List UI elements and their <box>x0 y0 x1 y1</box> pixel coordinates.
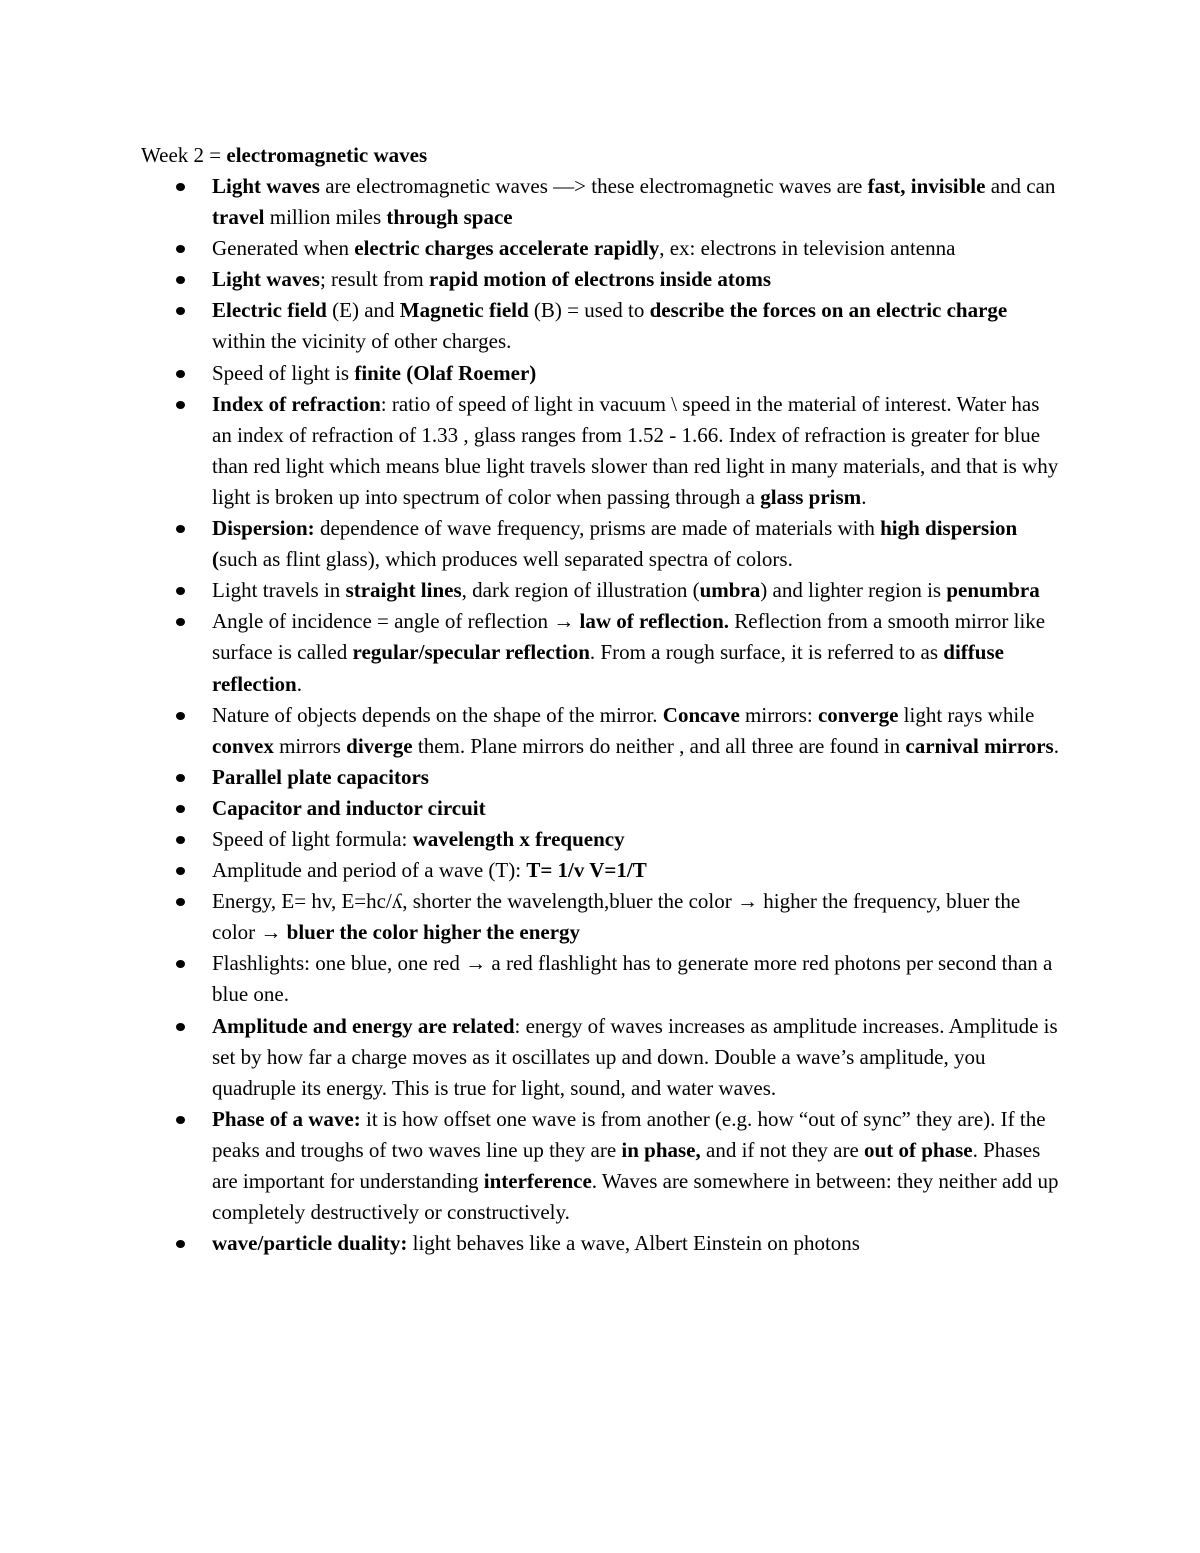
bold-text: Light waves <box>212 267 320 292</box>
list-item <box>212 886 1062 948</box>
bullet-dot-icon <box>176 712 185 720</box>
text-run: : energy of waves increases as amplitude increases. Amplitude is set by how far a charge moves as it oscillates up and down. Double a wave’s amplitude, you quadruple its energy. This is true for light, sound, and water waves. <box>212 1013 1058 1100</box>
text-run: Amplitude and period of a wave (T): <box>212 858 527 883</box>
bullet-dot-icon <box>176 836 185 844</box>
list-item <box>212 1011 1062 1104</box>
text-run: . <box>861 484 867 509</box>
bold-text: Index of refraction <box>212 391 381 416</box>
bold-text: T= 1/v V=1/T <box>526 858 647 883</box>
bullet-list <box>212 171 1062 1259</box>
bold-text: Magnetic field <box>399 298 529 323</box>
bold-text: Capacitor and inductor circuit <box>212 795 486 820</box>
text-run: (B) = used to <box>528 298 650 323</box>
text-run: them. Plane mirrors do neither , and all three are found in <box>412 733 906 758</box>
text-run: . Phases are important for understanding <box>212 1137 1041 1193</box>
text-run: Flashlights: one blue, one red → a red flashlight has to generate more red photons per second than a blue one. <box>212 951 1053 1007</box>
text-run: (E) and <box>326 298 400 323</box>
bold-text: describe the forces on an electric charge <box>649 298 1008 323</box>
bullet-dot-icon <box>176 618 185 626</box>
list-item <box>212 1228 1062 1259</box>
bold-text: umbra <box>699 578 761 603</box>
bullet-dot-icon <box>176 898 185 906</box>
text-run: mirrors <box>273 733 347 758</box>
heading-prefix: Week 2 = <box>141 143 227 167</box>
bold-text: wavelength x frequency <box>412 826 625 851</box>
list-item <box>212 233 1062 264</box>
heading-title: electromagnetic waves <box>226 143 428 167</box>
bold-text: Amplitude and energy are related <box>212 1013 515 1038</box>
bullet-dot-icon <box>176 525 185 533</box>
bullet-dot-icon <box>176 1116 185 1124</box>
text-run: Light travels in <box>212 578 346 603</box>
list-item <box>212 295 1062 357</box>
bullet-dot-icon <box>176 370 185 378</box>
bold-text: electric charges accelerate rapidly <box>354 236 660 261</box>
list-item <box>212 513 1062 575</box>
text-run: within the vicinity of other charges. <box>212 329 512 354</box>
page-heading <box>141 140 427 171</box>
bold-text: diffuse reflection <box>212 640 1004 696</box>
bold-text: glass prism <box>760 484 862 509</box>
bold-text: in phase, <box>621 1137 701 1162</box>
bold-text: Light waves <box>212 174 320 198</box>
bold-text: high dispersion ( <box>212 516 1018 572</box>
bold-text: travel <box>212 205 265 230</box>
list-item <box>212 700 1062 762</box>
list-item <box>212 606 1062 699</box>
list-item <box>212 389 1062 513</box>
text-run: it is how offset one wave is from another (e.g. how “out of sync” they are). If the peaks and troughs of two waves line up they are <box>212 1106 1046 1162</box>
text-run: Energy, E= hv, E=hc/ʎ, shorter the wavelength,bluer the color → higher the frequency, bluer the color → <box>212 889 1021 945</box>
text-run: . <box>296 671 302 696</box>
text-run: and can <box>985 174 1056 198</box>
bold-text: Concave <box>662 702 740 727</box>
bold-text: rapid motion of electrons inside atoms <box>429 267 772 292</box>
list-item <box>212 762 1062 793</box>
bullet-dot-icon <box>176 1023 185 1031</box>
text-run: and if not they are <box>700 1137 865 1162</box>
text-run: , ex: electrons in television antenna <box>659 236 956 261</box>
bullet-dot-icon <box>176 307 185 315</box>
bold-text: out of phase <box>864 1137 973 1162</box>
text-run: . From a rough surface, it is referred to as <box>589 640 944 665</box>
bullet-dot-icon <box>176 1240 185 1248</box>
bold-text: fast, invisible <box>867 174 986 198</box>
list-item <box>212 264 1062 295</box>
text-run: . Waves are somewhere in between: they neither add up completely destructively or constructively. <box>212 1169 1059 1225</box>
bullet-dot-icon <box>176 276 185 284</box>
bold-text: Parallel plate capacitors <box>212 764 429 789</box>
list-item <box>212 948 1062 1010</box>
bold-text: diverge <box>346 733 413 758</box>
list-item <box>212 575 1062 606</box>
list-item <box>212 358 1062 389</box>
text-run: Speed of light formula: <box>212 826 413 851</box>
text-run: light behaves like a wave, Albert Einstein on photons <box>407 1231 860 1256</box>
bold-text: Phase of a wave: <box>212 1106 361 1131</box>
list-item <box>212 855 1062 886</box>
bold-text: through space <box>386 205 513 230</box>
bullet-dot-icon <box>176 183 185 191</box>
text-run: light rays while <box>898 702 1035 727</box>
text-run: : ratio of speed of light in vacuum \ speed in the material of interest. Water has an index of refraction of 1.33 , glass ranges from 1.52 - 1.66. Index of refraction is greater for blue than red light which means blue light travels slower than red light in many materials, and that is why light is broken up into spectrum of color when passing through a <box>212 391 1059 509</box>
bold-text: interference <box>483 1169 592 1193</box>
bold-text: finite (Olaf Roemer) <box>354 360 537 385</box>
text-run: mirrors: <box>739 702 818 727</box>
bold-text: straight lines <box>345 578 462 603</box>
text-run: million miles <box>264 205 387 230</box>
bullet-dot-icon <box>176 774 185 782</box>
bullet-dot-icon <box>176 401 185 409</box>
bold-text: Dispersion: <box>212 516 315 541</box>
bullet-dot-icon <box>176 245 185 253</box>
bold-text: bluer the color higher the energy <box>286 920 581 945</box>
text-run: , dark region of illustration ( <box>461 578 700 603</box>
bold-text: converge <box>817 702 899 727</box>
bullet-dot-icon <box>176 587 185 595</box>
bold-text: penumbra <box>946 578 1040 603</box>
bold-text: convex <box>212 733 274 758</box>
list-item <box>212 1104 1062 1228</box>
bold-text: carnival mirrors <box>905 733 1054 758</box>
text-run: . <box>1053 733 1059 758</box>
list-item <box>212 171 1062 233</box>
text-run: Reflection from a smooth mirror like surface is called <box>212 609 1046 665</box>
text-run: such as flint glass), which produces well separated spectra of colors. <box>219 547 793 572</box>
text-run: are electromagnetic waves —> these electromagnetic waves are <box>319 174 868 198</box>
text-run: ) and lighter region is <box>760 578 947 603</box>
text-run: ; result from <box>319 267 429 292</box>
bold-text: wave/particle duality: <box>212 1231 408 1256</box>
text-run: Generated when <box>212 236 355 261</box>
bold-text: regular/specular reflection <box>352 640 590 665</box>
text-run: Nature of objects depends on the shape of the mirror. <box>212 702 663 727</box>
text-run: Angle of incidence = angle of reflection → <box>212 609 580 634</box>
bullet-dot-icon <box>176 805 185 813</box>
bullet-dot-icon <box>176 960 185 968</box>
list-item <box>212 793 1062 824</box>
bold-text: Electric field <box>212 298 327 323</box>
bold-text: law of reflection. <box>579 609 730 634</box>
text-run: Speed of light is <box>212 360 355 385</box>
bullet-dot-icon <box>176 867 185 875</box>
list-item <box>212 824 1062 855</box>
text-run: dependence of wave frequency, prisms are made of materials with <box>314 516 881 541</box>
